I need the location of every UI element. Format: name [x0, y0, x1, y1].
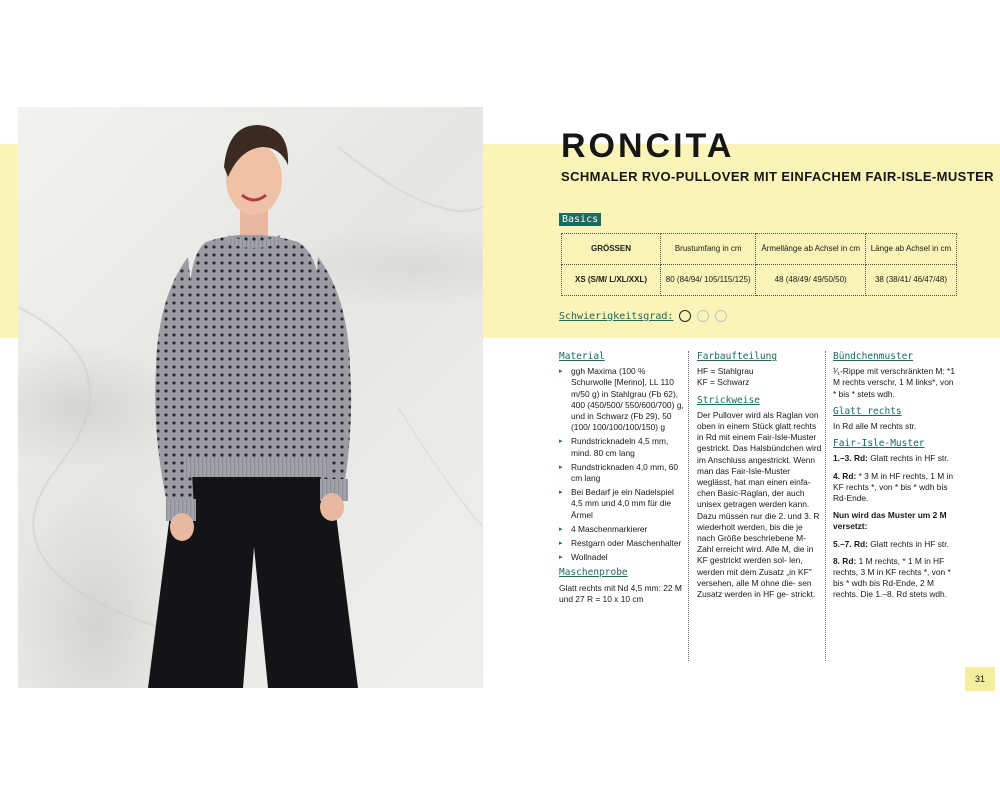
list-item: ▸ ggh Maxima (100 % Schurwolle [Merino], LL 110 m/50 g) in Stahlgrau (Fb 62), 400 (450/500/ 550/600/700) g, und in Schwarz (Fb 29), 50 (100/ 100/100/100/150) g: [559, 366, 687, 433]
row-label: 4. Rd:: [833, 470, 857, 481]
basics-label: Basics: [559, 213, 601, 226]
list-item: ▸ Rundstricknadeln 4,5 mm, mind. 80 cm lang: [559, 436, 687, 458]
list-item: ▸ Wollnadel: [559, 552, 687, 563]
table-header-row: [562, 234, 957, 265]
pattern-row: [833, 556, 958, 601]
section-heading: Fair-Isle-Muster: [833, 438, 925, 450]
yarn-ball-icon: [679, 310, 691, 322]
page-number: 31: [965, 667, 995, 691]
table-cell: 38 (38/41/ 46/47/48): [865, 265, 956, 296]
model-photo: [18, 107, 483, 688]
difficulty-label: Schwierigkeitsgrad:: [559, 310, 674, 322]
table-row: [562, 265, 957, 296]
pattern-row: [833, 510, 958, 532]
stockinette-text: In Rd alle M rechts str.: [833, 421, 917, 432]
row-text: Glatt rechts in HF str.: [867, 453, 949, 464]
pattern-subtitle: SCHMALER RVO-PULLOVER MIT EINFACHEM FAIR-ISLE-MUSTER: [561, 169, 994, 184]
yarn-ball-icon: [715, 310, 727, 322]
pattern-row: [833, 471, 958, 505]
difficulty-rating: [559, 310, 727, 322]
color-legend: [697, 366, 822, 388]
column-patterns: [833, 351, 958, 607]
row-text: Glatt rechts in HF str.: [867, 538, 949, 549]
row-label: Nun wird das Muster um 2 M versetzt:: [833, 510, 947, 532]
table-cell: 48 (48/49/ 49/50/50): [756, 265, 866, 296]
list-item: ▸ Bei Bedarf je ein Nadelspiel 4,5 mm und 4,0 mm für die Ärmel: [559, 487, 687, 521]
list-item: ▸ Rundstricknaden 4,0 mm, 60 cm lang: [559, 462, 687, 484]
material-list: [559, 366, 687, 563]
table-header-cell: Länge ab Achsel in cm: [865, 234, 956, 265]
column-material: [559, 351, 687, 611]
rib-text: ¹⁄₁-Rippe mit verschränkten M: *1 M rechts verschr, 1 M links*, von * bis * stets wdh.: [833, 366, 955, 399]
list-item: ▸ Restgarn oder Maschenhalter: [559, 538, 687, 549]
column-instructions: [697, 351, 822, 606]
method-text: Der Pullover wird als Raglan von oben in einem Stück glatt rechts in Rd mit einem Fair-Isle-Muster gestrickt. Das Halsbündchen wird im Anschluss angestrickt. Wenn man das Fair-Isle-Muster weglässt, hat man einen einfa- chen Basic-Raglan, der auch unisex getragen werden kann. Dazu müssen nur die 2. und 3. R wiederholt werden, bis die je nach Größe beschriebene M-Zahl erreicht wird. Alle M, die in KF gestrickt werden sol- len, werden mit dem Zusatz „in KF" versehen, alle M ohne die- sen Zusatz werden in HF ge- strickt.: [697, 409, 822, 600]
pattern-row: [833, 453, 958, 464]
section-heading: Maschenprobe: [559, 567, 628, 579]
row-label: 8. Rd:: [833, 555, 857, 566]
list-item: ▸ 4 Maschenmarkierer: [559, 524, 687, 535]
section-heading: Material: [559, 351, 605, 362]
table-header-cell: GRÖSSEN: [562, 234, 661, 265]
gauge-text: Glatt rechts mit Nd 4,5 mm: 22 M und 27 R = 10 x 10 cm: [559, 582, 682, 604]
color-contrast: KF = Schwarz: [697, 377, 750, 388]
pattern-title: RONCITA: [561, 127, 735, 165]
row-label: 1.–3. Rd:: [833, 453, 868, 464]
pattern-content: [483, 107, 1000, 688]
table-cell: 80 (84/94/ 105/115/125): [661, 265, 756, 296]
section-heading: Farbaufteilung: [697, 351, 778, 362]
section-heading: Bündchenmuster: [833, 351, 914, 362]
pattern-row: [833, 539, 958, 550]
row-text: 1 M rechts, * 1 M in HF rechts, 3 M in KF rechts *, von * bis * wdh bis Rd-Ende, 2 M rechts. Die 1.–8. Rd stets wdh.: [833, 555, 951, 600]
color-main: HF = Stahlgrau: [697, 366, 754, 377]
table-cell: XS (S/M/ L/XL/XXL): [562, 265, 661, 296]
row-label: 5.–7. Rd:: [833, 538, 868, 549]
column-divider: [825, 351, 826, 661]
table-header-cell: Ärmellänge ab Achsel in cm: [756, 234, 866, 265]
table-header-cell: Brustumfang in cm: [661, 234, 756, 265]
sizes-table: [561, 233, 957, 296]
section-heading: Strickweise: [697, 394, 760, 406]
column-divider: [688, 351, 689, 661]
section-heading: Glatt rechts: [833, 405, 902, 417]
row-text: * 3 M in HF rechts, 1 M in KF rechts *, von * bis * wdh bis Rd-Ende.: [833, 470, 954, 504]
yarn-ball-icon: [697, 310, 709, 322]
